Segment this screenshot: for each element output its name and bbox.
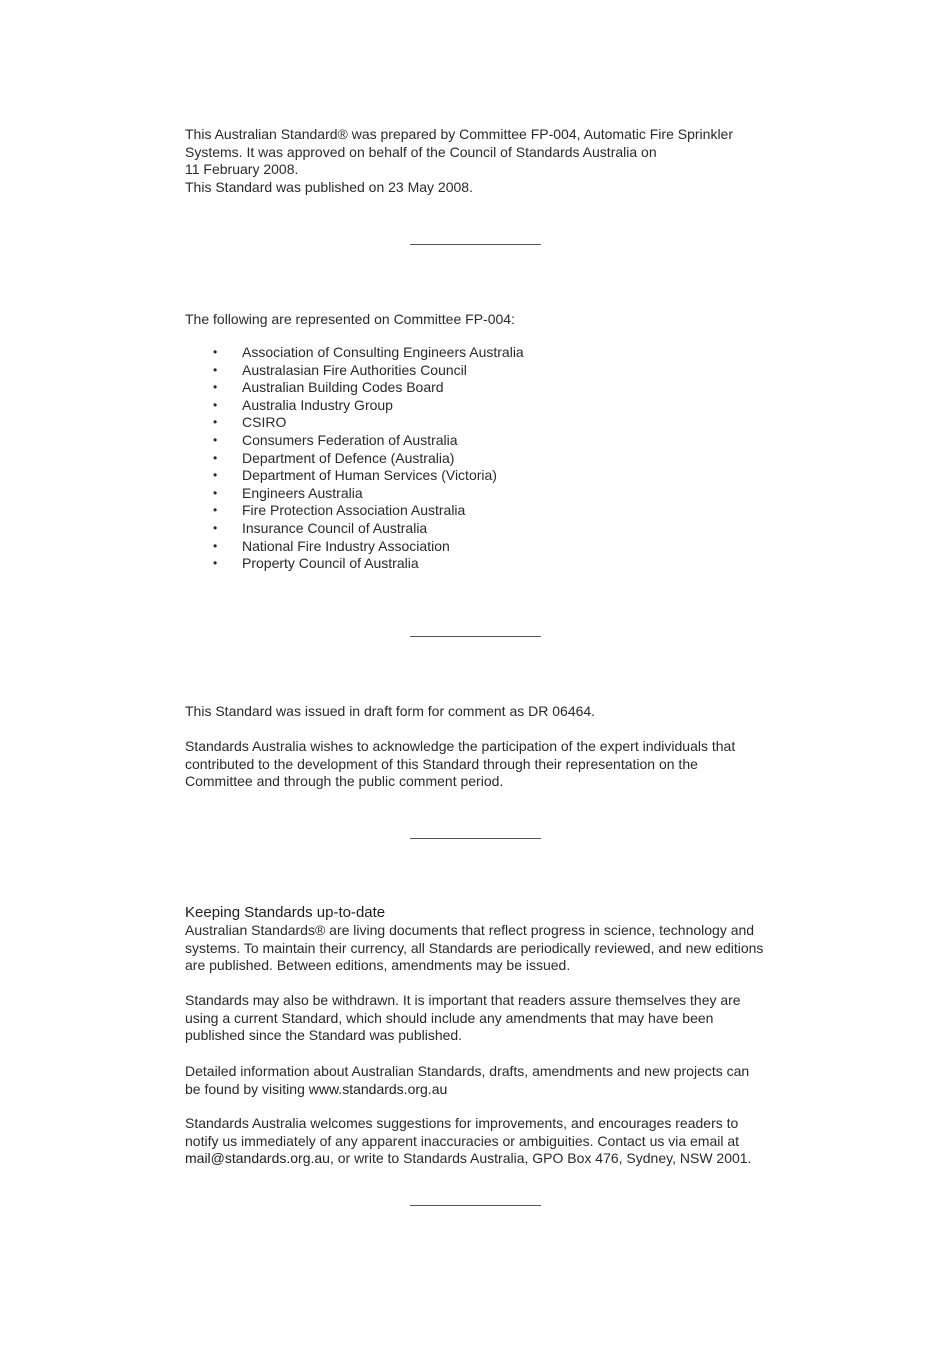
list-item [185, 344, 524, 362]
text-line [185, 1081, 785, 1099]
email-link[interactable]: mail@standards.org.au [185, 1150, 330, 1167]
committee-intro: The following are represented on Committee FP-004: [185, 311, 515, 327]
bullet-icon: • [213, 556, 218, 571]
list-item [185, 450, 524, 468]
living-documents-paragraph [185, 922, 785, 975]
bullet-icon: • [213, 380, 218, 395]
member-name: National Fire Industry Association [242, 537, 450, 554]
list-item [185, 467, 524, 485]
bullet-icon: • [213, 450, 218, 465]
text-line: contributed to the development of this Standard through their representation on the [185, 755, 698, 772]
contact-paragraph [185, 1115, 785, 1168]
bullet-icon: • [213, 362, 218, 377]
bullet-icon: • [213, 538, 218, 553]
bullet-icon: • [213, 503, 218, 518]
text-line: This Standard was published on 23 May 2008. [185, 178, 473, 195]
member-name: Australia Industry Group [242, 396, 393, 413]
information-paragraph [185, 1063, 785, 1098]
list-item [185, 520, 524, 538]
member-name: Insurance Council of Australia [242, 519, 428, 536]
text-line: Standards may also be withdrawn. It is important that readers assure themselves they are [185, 992, 741, 1008]
section-heading: Keeping Standards up-to-date [185, 904, 386, 921]
member-name: Australian Building Codes Board [242, 379, 444, 396]
member-name: Department of Human Services (Victoria) [242, 467, 497, 484]
list-item [185, 555, 524, 573]
draft-statement: This Standard was issued in draft form for comment as DR 06464. [185, 703, 596, 719]
bullet-icon: • [213, 345, 218, 359]
text-fragment: be found by visiting [185, 1080, 309, 1097]
bullet-icon: • [213, 520, 218, 535]
member-name: Property Council of Australia [242, 555, 419, 572]
member-name: Department of Defence (Australia) [242, 449, 455, 466]
website-link[interactable]: www.standards.org.au [308, 1080, 448, 1097]
text-fragment: , or write to Standards Australia, GPO Box 476, Sydney, NSW 2001. [329, 1150, 752, 1167]
bullet-icon: • [213, 485, 218, 500]
member-name: Consumers Federation of Australia [242, 431, 458, 448]
list-item [185, 414, 524, 432]
text-line: systems. To maintain their currency, all Standards are periodically reviewed, and new editions [185, 939, 764, 956]
text-line: Standards Australia welcomes suggestions for improvements, and encourages readers to [185, 1115, 739, 1131]
list-item [185, 397, 524, 415]
member-name: Association of Consulting Engineers Australia [242, 344, 524, 360]
member-name: Australasian Fire Authorities Council [242, 361, 467, 378]
bullet-icon: • [213, 468, 218, 483]
list-item [185, 502, 524, 520]
text-line: Australian Standards® are living documents that reflect progress in science, technology and [185, 922, 755, 938]
section-divider [410, 1205, 541, 1206]
list-item [185, 485, 524, 503]
list-item [185, 432, 524, 450]
text-line: Standards Australia wishes to acknowledge the participation of the expert individuals that [185, 738, 736, 754]
list-item [185, 379, 524, 397]
bullet-icon: • [213, 432, 218, 447]
section-divider [410, 838, 541, 839]
list-item [185, 538, 524, 556]
section-divider [410, 244, 541, 245]
text-line: This Australian Standard® was prepared by Committee FP-004, Automatic Fire Sprinkler [185, 126, 733, 142]
list-item [185, 362, 524, 380]
committee-member-list [185, 344, 524, 573]
text-line: using a current Standard, which should include any amendments that may have been [185, 1009, 714, 1026]
bullet-icon: • [213, 415, 218, 430]
text-line [185, 1150, 785, 1168]
text-line: published since the Standard was published. [185, 1027, 463, 1044]
text-line: notify us immediately of any apparent inaccuracies or ambiguities. Contact us via email at [185, 1132, 740, 1149]
text-line: 11 February 2008. [185, 161, 299, 178]
member-name: Fire Protection Association Australia [242, 502, 466, 519]
acknowledgement-paragraph [185, 738, 785, 791]
member-name: Engineers Australia [242, 484, 363, 501]
member-name: CSIRO [242, 414, 287, 431]
withdrawal-paragraph [185, 992, 785, 1045]
text-line: Detailed information about Australian Standards, drafts, amendments and new projects can [185, 1063, 750, 1079]
preparation-statement [185, 126, 785, 196]
section-divider [410, 636, 541, 637]
text-line: are published. Between editions, amendments may be issued. [185, 957, 571, 974]
bullet-icon: • [213, 397, 218, 412]
text-line: Systems. It was approved on behalf of the Council of Standards Australia on [185, 143, 657, 160]
text-line: Committee and through the public comment period. [185, 773, 504, 790]
